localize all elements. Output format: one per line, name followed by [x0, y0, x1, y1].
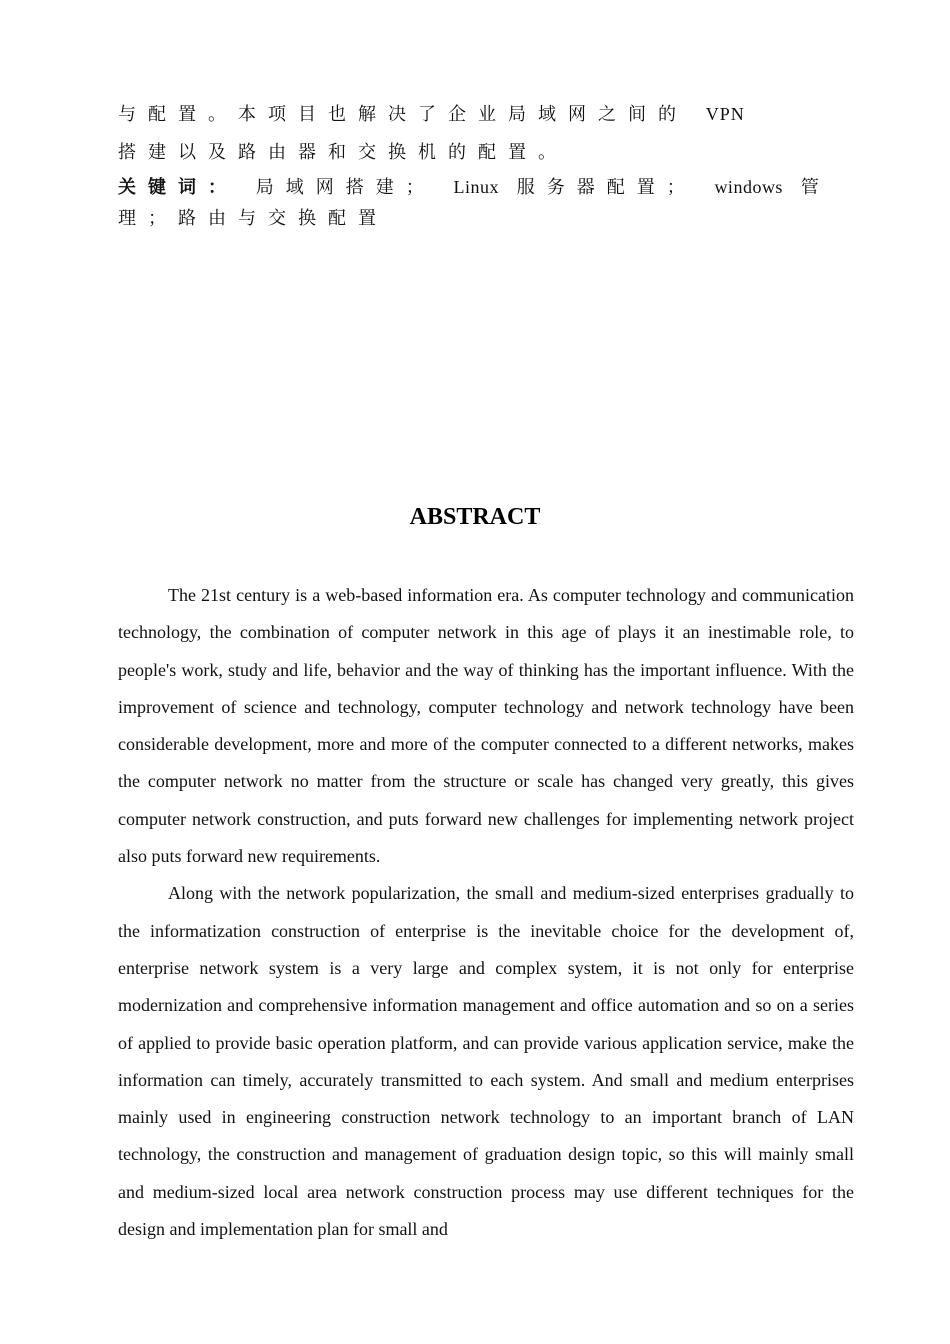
keywords-block	[118, 172, 866, 234]
vpn-term: VPN	[705, 104, 745, 124]
abstract-paragraph-2: Along with the network popularization, the small and medium-sized enterprises gradually to the informatization construction of enterprise is the inevitable choice for the development of, enterprise network system is a very large and complex system, it is not only for enterprise modernization and comprehensive information management and office automation and so on a series of applied to provide basic operation platform, and can provide various application service, make the information can timely, accurately transmitted to each system. And small and medium enterprises mainly used in engineering construction network technology to an important branch of LAN technology, the construction and management of graduation design topic, so this will mainly small and medium-sized local area network construction process may use different techniques for the design and implementation plan for small and	[118, 883, 854, 1240]
keyword-3: 管理；路由与交换配置	[118, 177, 831, 229]
abstract-title: ABSTRACT	[409, 504, 541, 530]
keyword-2: 服务器配置；	[516, 177, 697, 198]
keyword-2-latin: Linux	[453, 177, 499, 197]
chinese-abstract-text-2: 搭建以及路由器和交换机的配置。	[118, 142, 568, 163]
keyword-3-latin: windows	[714, 177, 783, 197]
chinese-abstract-line-1	[118, 100, 863, 126]
abstract-body	[118, 577, 854, 1248]
chinese-abstract-text-1: 与配置。本项目也解决了企业局域网之间的	[118, 104, 688, 125]
keywords-label: 关键词：	[118, 177, 238, 198]
chinese-abstract-line-2	[118, 138, 863, 164]
keyword-1: 局域网搭建；	[255, 177, 436, 198]
abstract-paragraph-1: The 21st century is a web-based information era. As computer technology and communication technology, the combination of computer network in this age of plays it an inestimable role, to people's work, study and life, behavior and the way of thinking has the important influence. With the improvement of science and technology, computer technology and network technology have been considerable development, more and more of the computer connected to a different networks, makes the computer network no matter from the structure or scale has changed very greatly, this gives computer network construction, and puts forward new challenges for implementing network project also puts forward new requirements.	[118, 585, 854, 867]
